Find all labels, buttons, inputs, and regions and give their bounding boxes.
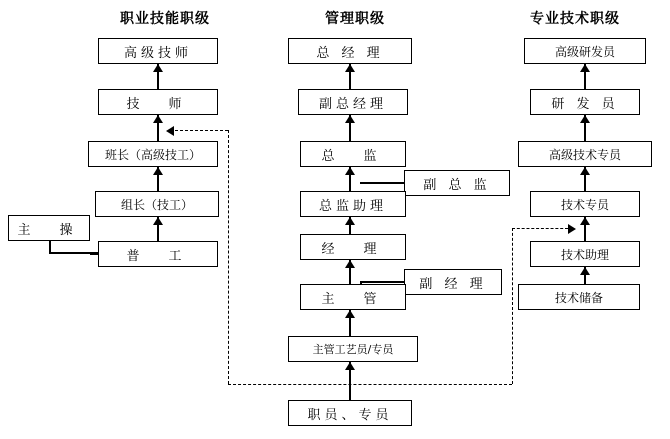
arrowhead-senior-rd-engineer [580, 64, 590, 72]
arrowhead-general-manager [345, 64, 355, 72]
node-chief-director: 总 监 [300, 141, 406, 167]
node-rd-engineer: 研 发 员 [530, 89, 640, 115]
arrowhead-team-leader [153, 167, 163, 175]
node-staff-specialist: 职员、专员 [288, 400, 412, 426]
node-group-leader-worker: 组长（技工） [95, 191, 219, 217]
node-manager: 经 理 [300, 234, 406, 260]
node-technical-specialist: 技术专员 [530, 191, 640, 217]
arrowhead-technical-specialist [580, 217, 590, 225]
node-senior-rd-engineer: 高级研发员 [524, 38, 646, 64]
arrowhead-group-leader [153, 217, 163, 225]
node-main-operator: 主 操 [8, 215, 90, 241]
arrowhead-dashed-team-leader [166, 126, 174, 136]
column-title-skill: 职业技能职级 [120, 11, 210, 27]
node-technical-assistant: 技术助理 [530, 241, 640, 267]
node-deputy-manager: 副 经 理 [404, 269, 502, 295]
dashed-right-riser [512, 228, 513, 384]
node-team-leader-senior-worker: 班长（高级技工） [88, 141, 218, 167]
connector-deputy-director-link [360, 182, 404, 184]
node-director-assistant: 总监助理 [300, 191, 406, 217]
arrowhead-rd-engineer [580, 115, 590, 123]
arrowhead-director-assistant [345, 217, 355, 225]
arrowhead-chief-process-engineer [345, 362, 355, 370]
dashed-left-riser [228, 130, 229, 384]
column-title-technical: 专业技术职级 [530, 11, 620, 27]
arrowhead-supervisor [345, 310, 355, 318]
node-deputy-general-manager: 副总经理 [298, 89, 408, 115]
arrowhead-deputy-general-manager [345, 115, 355, 123]
dashed-bus-bottom [228, 384, 512, 385]
arrowhead-dashed-technical-assistant [568, 224, 576, 234]
node-general-manager: 总 经 理 [288, 38, 412, 64]
connector-deputy-manager-link [360, 281, 404, 283]
column-title-management: 管理职级 [325, 11, 385, 27]
arrowhead-technical-assistant [580, 267, 590, 275]
node-deputy-chief-director: 副 总 监 [404, 170, 510, 196]
dashed-right-to-technical-assistant [512, 228, 568, 229]
node-senior-technician: 高级技师 [98, 38, 218, 64]
node-technical-reserve: 技术储备 [518, 284, 640, 310]
dashed-left-to-team-leader [170, 130, 228, 131]
arrowhead-senior-technical-specialist [580, 167, 590, 175]
arrowhead-senior-technician [153, 64, 163, 72]
node-chief-process-engineer: 主管工艺员/专员 [288, 336, 418, 362]
arrowhead-technician [153, 115, 163, 123]
node-supervisor: 主 管 [300, 284, 406, 310]
node-technician: 技 师 [98, 89, 218, 115]
node-senior-technical-specialist: 高级技术专员 [518, 141, 652, 167]
arrowhead-chief-director [345, 167, 355, 175]
connector-main-operator-base [49, 252, 98, 254]
node-general-worker: 普 工 [98, 241, 218, 267]
arrowhead-manager [345, 260, 355, 268]
